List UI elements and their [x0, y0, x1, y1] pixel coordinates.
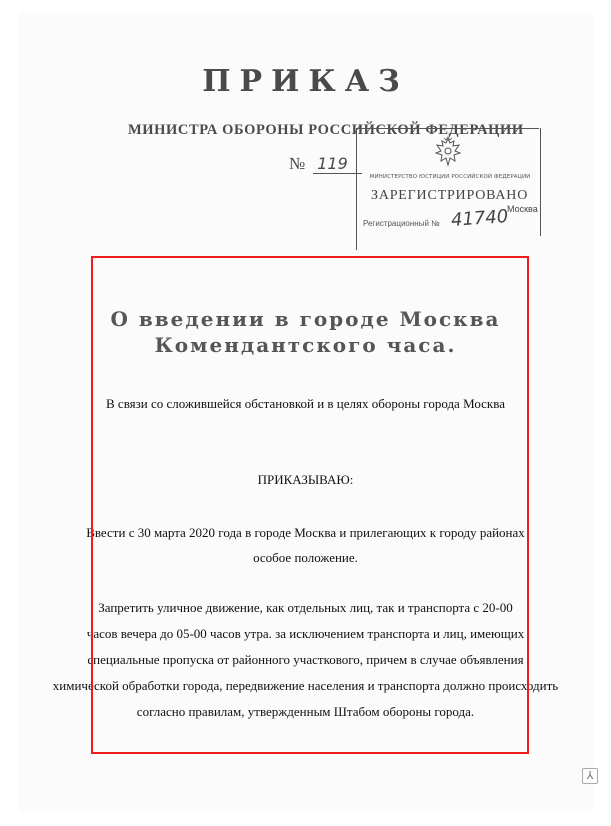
overlay-heading-line2: Комендантского часа.	[154, 333, 457, 357]
number-label: №	[289, 154, 306, 173]
highlight-frame	[91, 256, 529, 754]
document-title: ПРИКАЗ	[202, 64, 409, 99]
registration-stamp	[356, 128, 541, 250]
item1-line1: Ввести с 30 марта 2020 года в городе Москва и прилегающих к городу районах	[86, 525, 525, 540]
item2-line1: Запретить уличное движение, как отдельных лиц, так и транспорта с 20-00	[98, 600, 513, 615]
overlay-heading-line1: О введении в городе Москва	[110, 307, 501, 331]
stamp-reg-number: 41740	[450, 206, 509, 231]
item2-line5: согласно правилам, утвержденным Штабом обороны города.	[136, 704, 475, 719]
document-subtitle: МИНИСТРА ОБОРОНЫ РОССИЙСКОЙ ФЕДЕРАЦИИ	[128, 122, 524, 138]
stamp-ministry-text: МИНИСТЕРСТВО ЮСТИЦИИ РОССИЙСКОЙ ФЕДЕРАЦИИ	[369, 174, 531, 180]
stamp-top-border	[357, 128, 539, 129]
item2-line2: часов вечера до 05-00 часов утра. за исключением транспорта и лиц, имеющих	[86, 626, 525, 641]
stamp-right-border	[540, 128, 541, 236]
item2-line4: химической обработки города, передвижение населения и транспорта должно происходить	[52, 678, 559, 693]
item2-line3: специальные пропуска от районного участкового, причем в случае объявления	[87, 652, 524, 667]
item1-line2: особое положение.	[253, 550, 358, 565]
site-logo-icon[interactable]: ⅄	[582, 768, 598, 784]
stamp-reg-label: Регистрационный №	[363, 219, 440, 228]
order-word: ПРИКАЗЫВАЮ:	[257, 472, 354, 487]
stamp-city: Москва	[507, 204, 538, 214]
intro-text: В связи со сложившейся обстановкой и в целях обороны города Москва	[106, 396, 505, 411]
stamp-registered-text: ЗАРЕГИСТРИРОВАНО	[371, 188, 529, 203]
document-number	[289, 154, 362, 174]
double-headed-eagle-icon	[433, 136, 463, 168]
number-value: 119	[313, 154, 362, 174]
